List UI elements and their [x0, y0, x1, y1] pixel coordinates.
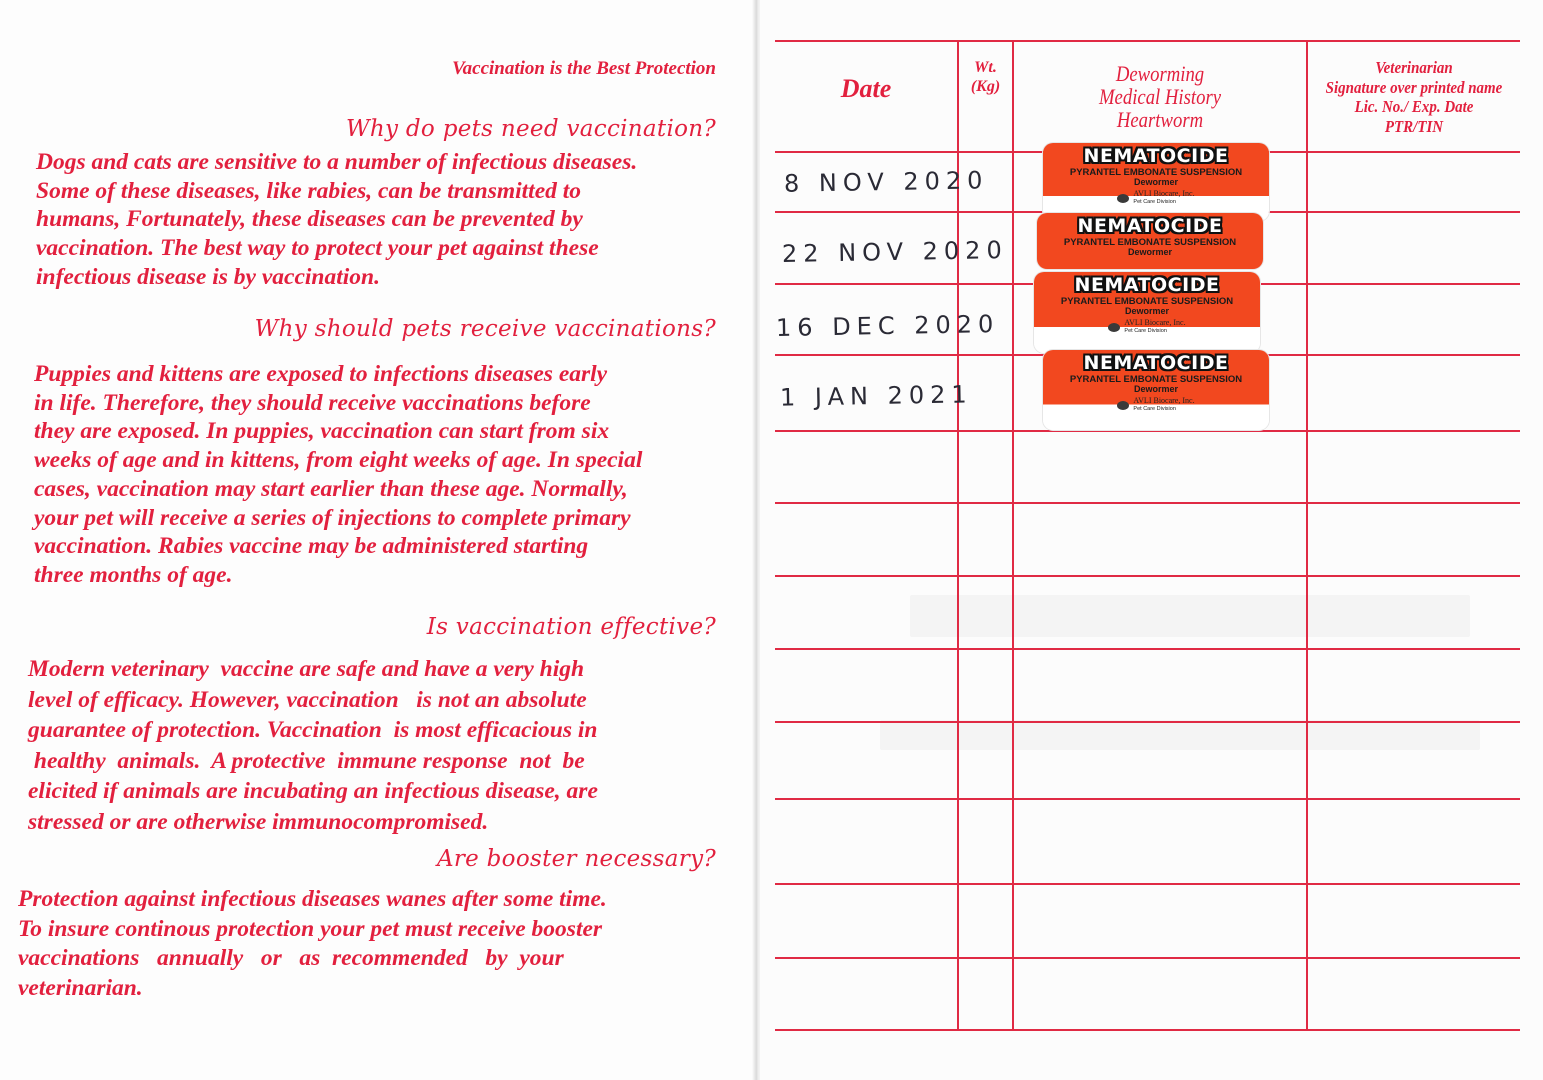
sticker-brand: NEMATOCIDE — [1083, 352, 1229, 374]
paragraph-line: humans, Fortunately, these diseases can be prevented by — [36, 206, 583, 233]
sticker-type: Dewormer — [1133, 384, 1178, 394]
header-weight-line: Wt. — [974, 59, 997, 76]
handwritten-date-1: 8 NOV 2020 — [783, 166, 989, 198]
sticker-division: Pet Care Division — [1133, 406, 1176, 412]
paragraph-line: Some of these diseases, like rabies, can be transmitted to — [36, 177, 582, 204]
left-page — [0, 0, 756, 1080]
sticker-product: PYRANTEL EMBONATE SUSPENSION — [1069, 374, 1243, 385]
question-heading-1: Why do pets need vaccination? — [345, 116, 716, 142]
sticker-type: Dewormer — [1124, 306, 1169, 316]
paragraph-line: cases, vaccination may start earlier than these age. Normally, — [34, 475, 628, 502]
paragraph-line: To insure continous protection your pet must receive booster — [18, 915, 603, 942]
sticker-product: PYRANTEL EMBONATE SUSPENSION — [1060, 296, 1234, 307]
answer-paragraph-2 — [34, 360, 642, 590]
dewormer-sticker-3 — [1034, 272, 1260, 353]
paragraph-line: infectious disease is by vaccination. — [36, 263, 380, 290]
paragraph-line: they are exposed. In puppies, vaccination can start from six — [34, 418, 610, 445]
question-heading-3: Is vaccination effective? — [426, 614, 716, 640]
header-vet-line: PTR/TIN — [1384, 116, 1444, 136]
table-bottom-rule — [775, 1029, 1520, 1031]
answer-paragraph-3 — [28, 654, 598, 837]
table-row-rule — [775, 430, 1520, 432]
paragraph-line: weeks of age and in kittens, from eight weeks of age. In special — [34, 447, 643, 474]
paragraph-line: in life. Therefore, they should receive vaccinations before — [34, 389, 591, 416]
right-page — [760, 0, 1543, 1080]
header-weight — [959, 58, 1012, 96]
handwritten-date-4: 1 JAN 2021 — [779, 380, 973, 412]
question-heading-2: Why should pets receive vaccinations? — [254, 316, 716, 342]
dewormer-sticker-1 — [1043, 143, 1269, 221]
dewormer-sticker-4 — [1043, 350, 1269, 430]
header-veterinarian — [1321, 58, 1508, 136]
sticker-type: Dewormer — [1127, 247, 1172, 257]
paragraph-line: vaccinations annually or as recommended by your — [18, 945, 564, 971]
header-deworming-line: Medical History — [1098, 84, 1222, 109]
header-deworming-line: Deworming — [1115, 61, 1205, 86]
paragraph-line: your pet will receive a series of injections to complete primary — [34, 504, 631, 531]
table-row-rule — [775, 721, 1520, 723]
sticker-product: PYRANTEL EMBONATE SUSPENSION — [1069, 167, 1243, 178]
paragraph-line: vaccination. The best way to protect your pet against these — [36, 235, 599, 262]
paragraph-line: elicited if animals are incubating an infectious disease, are — [28, 778, 598, 804]
paragraph-line: three months of age. — [34, 561, 233, 588]
header-vet-line: Veterinarian — [1375, 58, 1453, 77]
question-heading-4: Are booster necessary? — [436, 846, 716, 872]
paragraph-line: guarantee of protection. Vaccination is most efficacious in — [28, 717, 598, 743]
answer-paragraph-4 — [18, 885, 607, 1003]
column-divider — [1306, 40, 1308, 1031]
sticker-product: PYRANTEL EMBONATE SUSPENSION — [1063, 237, 1237, 248]
sticker-maker: AVLI Biocare, Inc. — [1133, 396, 1195, 405]
handwritten-date-3: 16 DEC 2020 — [775, 310, 1000, 342]
table-top-rule — [775, 40, 1520, 42]
sticker-division: Pet Care Division — [1124, 328, 1167, 334]
paragraph-line: vaccination. Rabies vaccine may be administered starting — [34, 533, 589, 560]
header-deworming-line: Heartworm — [1116, 107, 1204, 132]
paragraph-line: stressed or are otherwise immunocompromised. — [28, 808, 489, 835]
table-row-rule — [775, 798, 1520, 800]
paragraph-line: Dogs and cats are sensitive to a number of infectious diseases. — [36, 149, 638, 175]
table-row-rule — [775, 648, 1520, 650]
sticker-brand: NEMATOCIDE — [1077, 215, 1223, 237]
paragraph-line: Modern veterinary vaccine are safe and have a very high — [28, 656, 585, 682]
bleed-through — [910, 595, 1470, 637]
bleed-through — [880, 720, 1480, 750]
sticker-maker: AVLI Biocare, Inc. — [1133, 189, 1195, 198]
slogan: Vaccination is the Best Protection — [452, 58, 716, 79]
handwritten-date-2: 22 NOV 2020 — [781, 236, 1008, 268]
answer-paragraph-1 — [36, 148, 637, 292]
paragraph-line: level of efficacy. However, vaccination is not an absolute — [28, 686, 587, 713]
sticker-division: Pet Care Division — [1133, 199, 1176, 205]
header-date: Date — [840, 74, 892, 103]
table-row-rule — [775, 957, 1520, 959]
sticker-maker: AVLI Biocare, Inc. — [1124, 318, 1186, 327]
paragraph-line: healthy animals. A protective immune response not be — [28, 747, 585, 774]
table-row-rule — [775, 575, 1520, 577]
dewormer-sticker-2 — [1037, 213, 1263, 269]
header-weight-unit: (Kg) — [970, 78, 1001, 95]
sticker-brand: NEMATOCIDE — [1074, 274, 1220, 296]
maker-logo-icon — [1108, 323, 1120, 332]
column-divider — [1012, 40, 1014, 1031]
paragraph-line: Puppies and kittens are exposed to infections diseases early — [34, 361, 608, 387]
maker-logo-icon — [1117, 194, 1129, 203]
paragraph-line: veterinarian. — [18, 974, 143, 1001]
table-row-rule — [775, 883, 1520, 885]
header-deworming — [1036, 62, 1284, 131]
paragraph-line: Protection against infectious diseases wanes after some time. — [18, 886, 607, 912]
header-vet-line: Lic. No./ Exp. Date — [1354, 97, 1474, 116]
sticker-brand: NEMATOCIDE — [1083, 145, 1229, 167]
sticker-type: Dewormer — [1133, 177, 1178, 187]
maker-logo-icon — [1117, 401, 1129, 410]
table-row-rule — [775, 502, 1520, 504]
header-vet-line: Signature over printed name — [1325, 77, 1503, 97]
